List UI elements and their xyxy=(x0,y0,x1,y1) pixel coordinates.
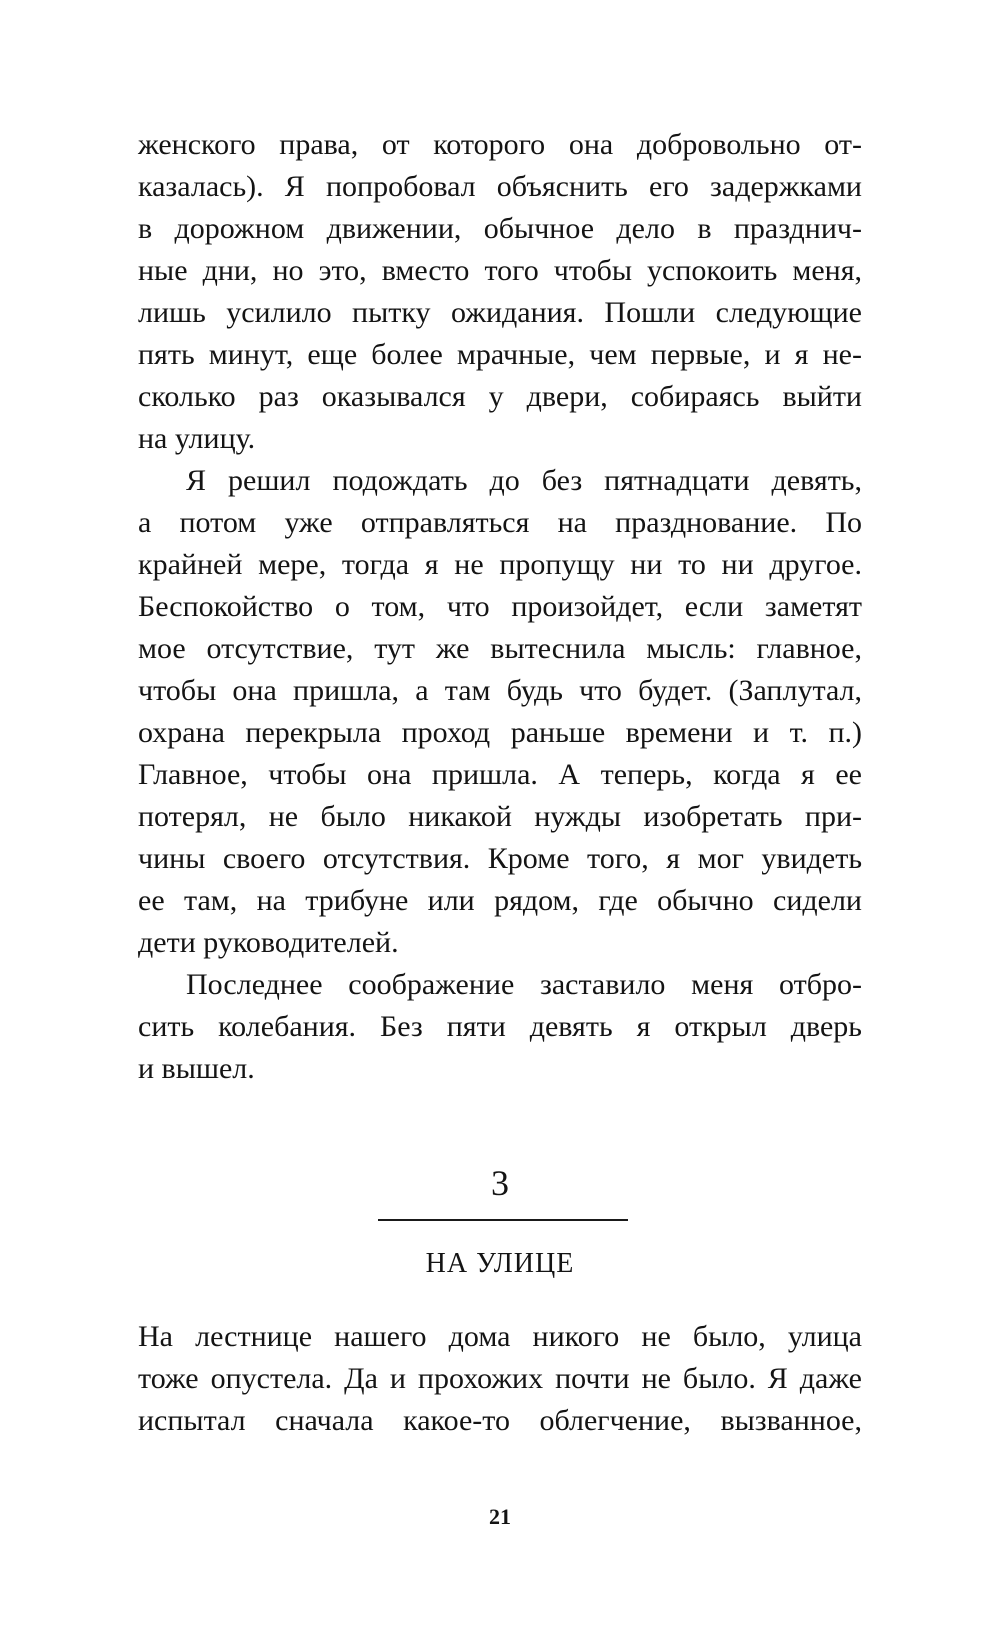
text-line: чтобы она пришла, а там будь что будет. (Заплутал, xyxy=(138,674,862,707)
text-line: женского права, от которого она добровольно от- xyxy=(138,128,862,161)
text-line: в дорожном движении, обычное дело в празднич- xyxy=(138,212,862,245)
text-line: чины своего отсутствия. Кроме того, я мог увидеть xyxy=(138,842,862,875)
text-line: охрана перекрыла проход раньше времени и т. п.) xyxy=(138,716,862,749)
chapter-title: НА УЛИЦЕ xyxy=(425,1248,575,1279)
paragraph xyxy=(138,460,862,1090)
text-line: лишь усилило пытку ожидания. Пошли следующие xyxy=(138,296,862,329)
chapter-opening-paragraph xyxy=(138,1316,862,1442)
text-line: на улицу. xyxy=(138,422,256,455)
text-line: испытал сначала какое-то облегчение, вызванное, xyxy=(138,1404,862,1437)
page-number: 21 xyxy=(489,1504,511,1529)
text-line: дети руководителей. xyxy=(138,926,399,959)
text-line: ее там, на трибуне или рядом, где обычно сидели xyxy=(138,884,862,917)
text-line: На лестнице нашего дома никого не было, улица xyxy=(138,1320,862,1353)
text-line: и вышел. xyxy=(138,1052,255,1085)
text-line: Беспокойство о том, что произойдет, если заметят xyxy=(138,590,862,623)
paragraph-continued xyxy=(138,124,862,460)
text-line: пять минут, еще более мрачные, чем первые, и я не- xyxy=(138,338,862,371)
text-line: сколько раз оказывался у двери, собираясь выйти xyxy=(138,380,862,413)
text-line: мое отсутствие, тут же вытеснила мысль: главное, xyxy=(138,632,862,665)
text-line: Я решил подождать до без пятнадцати девять, xyxy=(186,464,862,497)
text-line: крайней мере, тогда я не пропущу ни то ни другое. xyxy=(138,548,862,581)
text-line: ные дни, но это, вместо того чтобы успокоить меня, xyxy=(138,254,862,287)
text-line: потерял, не было никакой нужды изобретать при- xyxy=(138,800,862,833)
chapter-number: 3 xyxy=(491,1163,509,1203)
text-line: сить колебания. Без пяти девять я открыл дверь xyxy=(138,1010,862,1043)
text-line: Последнее соображение заставило меня отбро- xyxy=(186,968,862,1001)
text-line: казалась). Я попробовал объяснить его задержками xyxy=(138,170,862,203)
text-line: тоже опустела. Да и прохожих почти не было. Я даже xyxy=(138,1362,862,1395)
text-line: а потом уже отправляться на празднование. По xyxy=(138,506,862,539)
text-line: Главное, чтобы она пришла. А теперь, когда я ее xyxy=(138,758,862,791)
chapter-divider xyxy=(378,1219,628,1221)
